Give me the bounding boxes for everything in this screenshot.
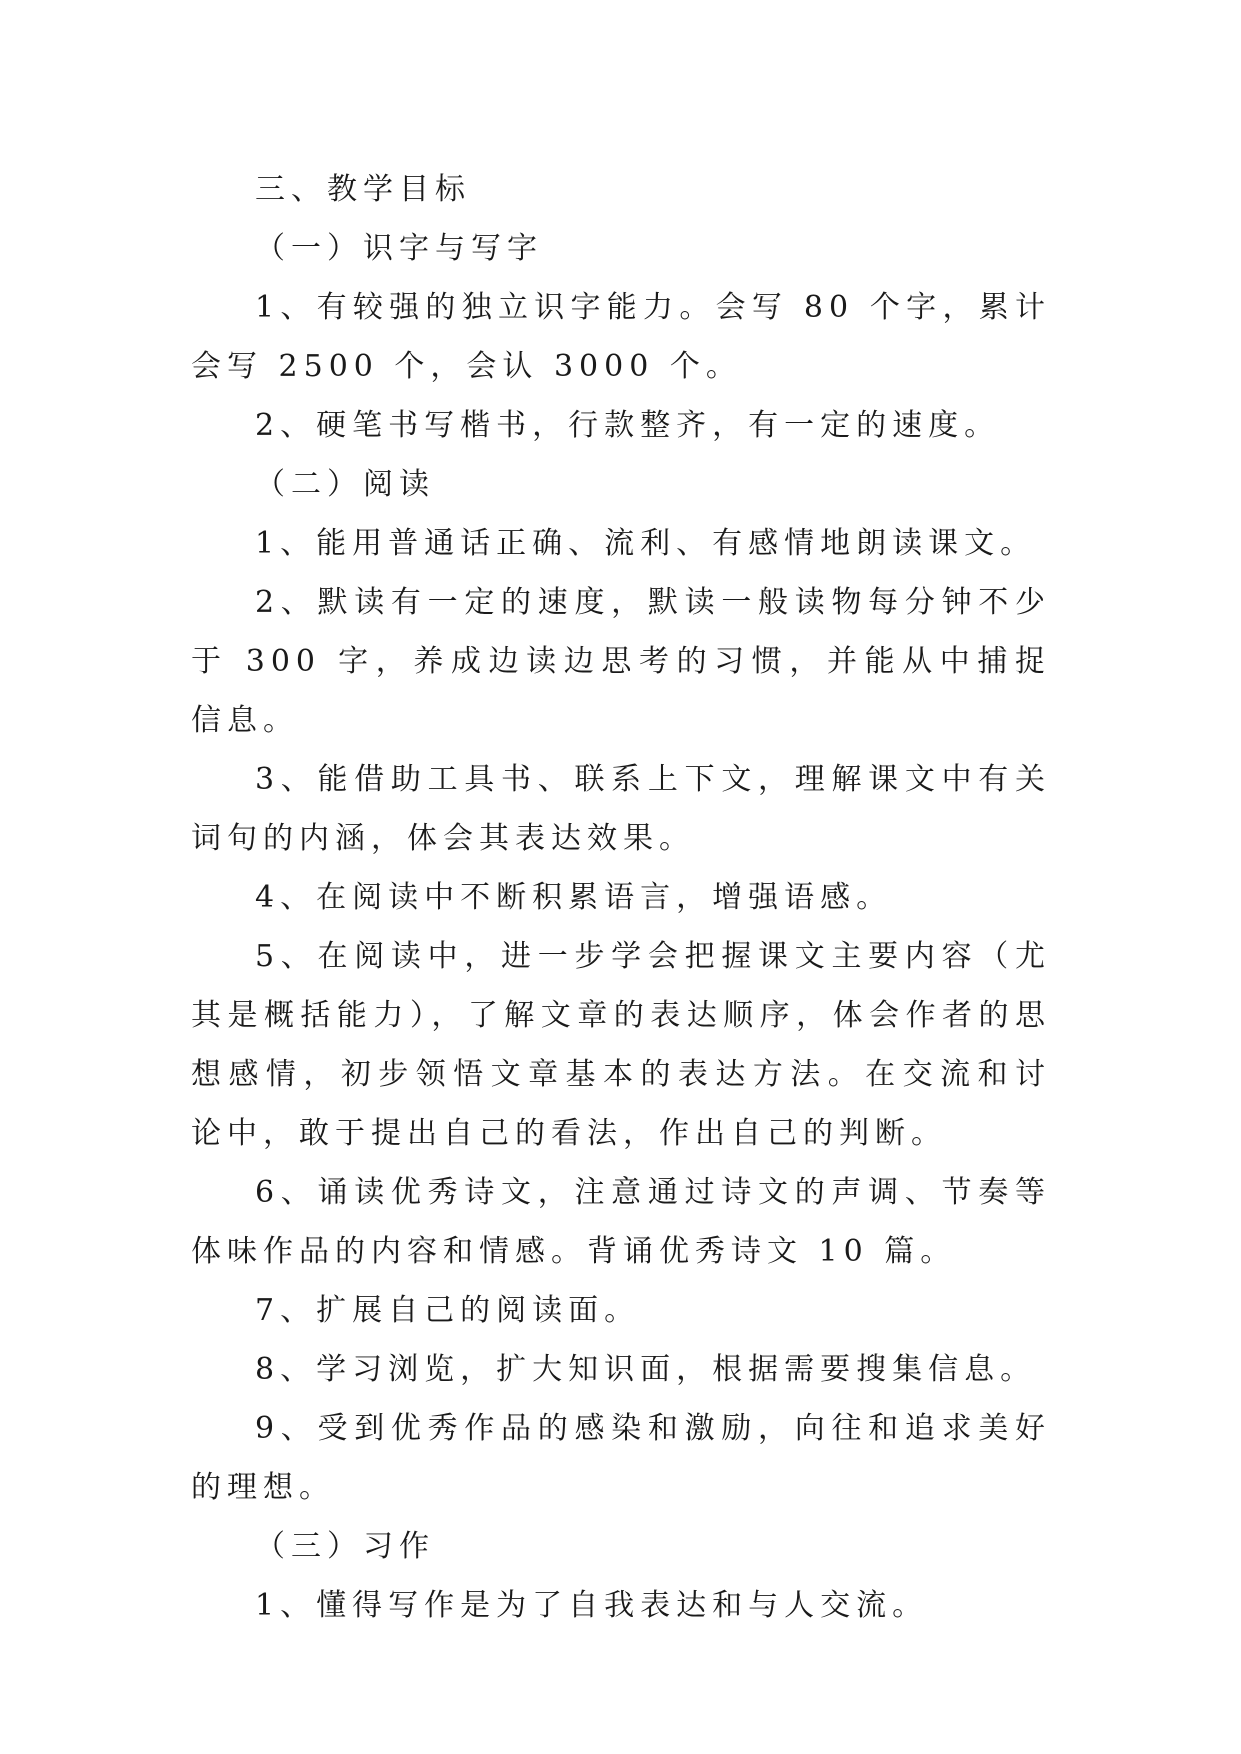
paragraph: 9、受到优秀作品的感染和激励，向往和追求美好的理想。 bbox=[191, 1411, 1051, 1505]
document-body bbox=[191, 160, 1051, 1635]
subsection-heading-reading: （二）阅读 bbox=[255, 467, 435, 502]
paragraph: 5、在阅读中，进一步学会把握课文主要内容（尤其是概括能力），了解文章的表达顺序，体会作者的思想感情，初步领悟文章基本的表达方法。在交流和讨论中，敢于提出自己的看法，作出自己的判断。 bbox=[191, 939, 1051, 1151]
paragraph: 1、有较强的独立识字能力。会写 80 个字，累计会写 2500 个，会认 3000 个。 bbox=[191, 290, 1051, 384]
section-heading: 三、教学目标 bbox=[255, 172, 471, 207]
paragraph: 8、学习浏览，扩大知识面，根据需要搜集信息。 bbox=[255, 1352, 1037, 1387]
paragraph: 3、能借助工具书、联系上下文，理解课文中有关词句的内涵，体会其表达效果。 bbox=[191, 762, 1051, 856]
paragraph: 2、默读有一定的速度，默读一般读物每分钟不少于 300 字，养成边读边思考的习惯，并能从中捕捉信息。 bbox=[191, 585, 1051, 738]
paragraph: 4、在阅读中不断积累语言，增强语感。 bbox=[255, 880, 893, 915]
paragraph: 1、懂得写作是为了自我表达和与人交流。 bbox=[255, 1588, 929, 1623]
subsection-heading-literacy: （一）识字与写字 bbox=[255, 231, 543, 266]
paragraph: 1、能用普通话正确、流利、有感情地朗读课文。 bbox=[255, 526, 1037, 561]
subsection-heading-writing: （三）习作 bbox=[255, 1529, 435, 1564]
paragraph: 7、扩展自己的阅读面。 bbox=[255, 1293, 641, 1328]
paragraph: 6、诵读优秀诗文，注意通过诗文的声调、节奏等体味作品的内容和情感。背诵优秀诗文 10 篇。 bbox=[191, 1175, 1051, 1269]
paragraph: 2、硬笔书写楷书，行款整齐，有一定的速度。 bbox=[255, 408, 1001, 443]
